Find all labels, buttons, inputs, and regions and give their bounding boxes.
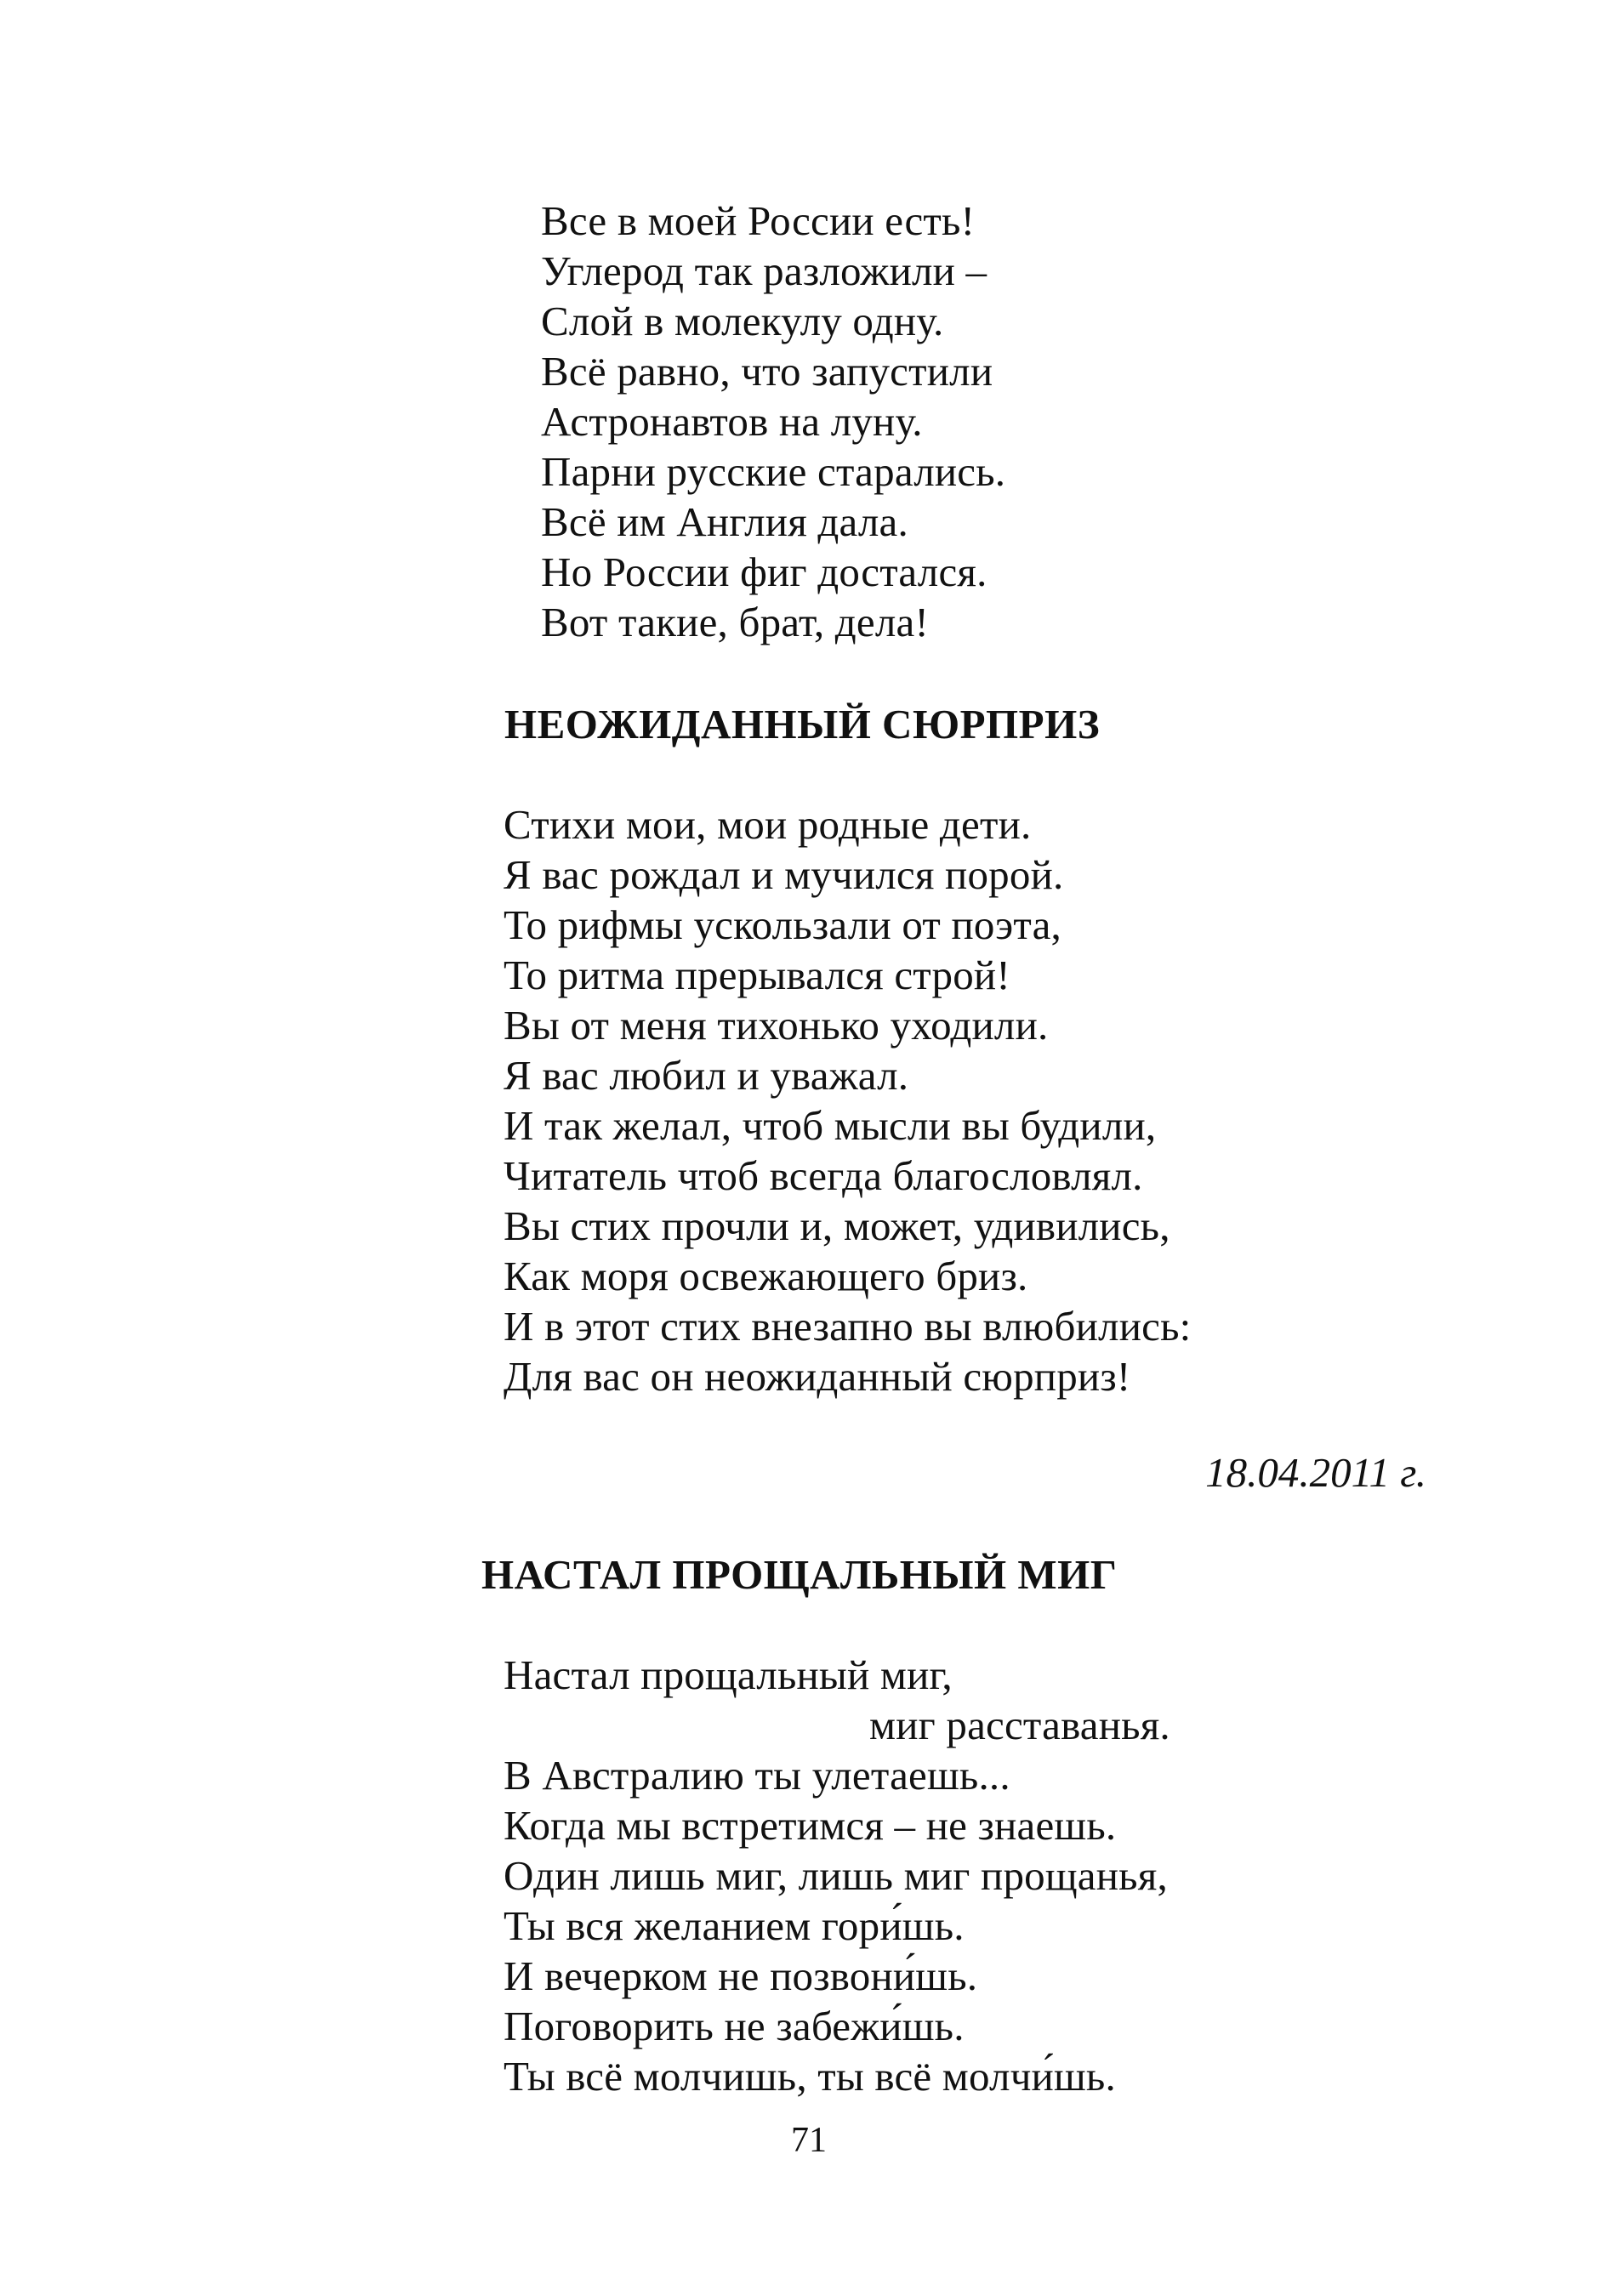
poem-line: То рифмы ускользали от поэта, [504,901,1062,948]
poem-line-indented: миг расставанья. [869,1702,1170,1748]
poem-title: НАСТАЛ ПРОЩАЛЬНЫЙ МИГ [481,1551,1118,1598]
poem-line: Ты вся желанием гори́шь. [504,1902,965,1949]
poem-line: Когда мы встретимся – не знаешь. [504,1802,1117,1849]
poem-line: Как моря освежающего бриз. [504,1253,1028,1299]
poem-line: Вы от меня тихонько уходили. [504,1002,1049,1049]
poem-line: Ты всё молчишь, ты всё молчи́шь. [504,2053,1116,2100]
poem-title: НЕОЖИДАННЫЙ СЮРПРИЗ [504,701,1101,747]
poem-line: Астронавтов на луну. [541,398,923,445]
poem-line: И в этот стих внезапно вы влюбились: [504,1303,1192,1350]
poem-line: И вечерком не позвони́шь. [504,1952,978,1999]
poem-body [504,799,1191,1401]
poem-line: Углерод так разложили – [541,247,987,294]
poem-continuation [541,196,1005,647]
poem-line: Вот такие, брат, дела! [541,599,929,645]
poem-line: Всё им Англия дала. [541,498,908,545]
poem-line: Я вас любил и уважал. [504,1052,909,1099]
poem-body [504,1650,1170,2101]
poem-line: Слой в молекулу одну. [541,298,944,344]
poem-line: И так желал, чтоб мысли вы будили, [504,1102,1157,1149]
poem-line: Все в моей России есть! [541,197,976,244]
poem-date: 18.04.2011 г. [1205,1449,1426,1496]
poem-line: Один лишь миг, лишь миг прощанья, [504,1852,1168,1899]
poem-line: Всё равно, что запустили [541,348,993,395]
poem-line: Поговорить не забежи́шь. [504,2003,965,2049]
poem-line: Настал прощальный миг, [504,1651,953,1698]
poem-line: Но России фиг достался. [541,548,987,595]
poem-line: В Австралию ты улетаешь... [504,1752,1010,1799]
poem-line: Парни русские старались. [541,448,1006,495]
poem-line: Я вас рождал и мучился порой. [504,851,1064,898]
poem-line: Для вас он неожиданный сюрприз! [504,1353,1131,1400]
poem-line: Вы стих прочли и, может, удивились, [504,1202,1170,1249]
poem-line: Читатель чтоб всегда благословлял. [504,1152,1143,1199]
page-number: 71 [791,2121,827,2160]
poem-line: То ритма прерывался строй! [504,952,1010,998]
poem-line: Стихи мои, мои родные дети. [504,801,1032,848]
